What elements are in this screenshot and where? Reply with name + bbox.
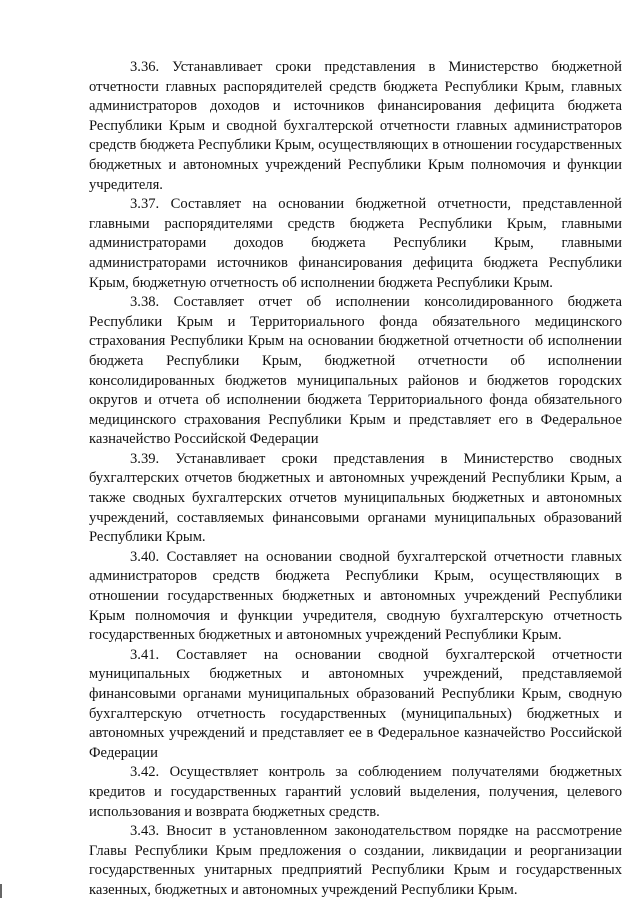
paragraph-3-42: 3.42. Осуществляет контроль за соблюдением получателями бюджетных кредитов и государственных гарантий условий выделения, получения, целевого использования и возврата бюджетных средств.	[89, 764, 622, 820]
scan-edge-mark	[0, 884, 2, 898]
paragraph-3-36: 3.36. Устанавливает сроки представления в Министерство бюджетной отчетности главных распорядителей средств бюджета Республики Крым, главных администраторов доходов и источников финансирования дефицита бюджета Республики Крым и сводной бухгалтерской отчетности главных администраторов средств бюджета Республики Крым, осуществляющих в отношении государственных бюджетных и автономных учреждений Республики Крым полномочия и функции учредителя.	[89, 59, 622, 193]
paragraph-3-41: 3.41. Составляет на основании сводной бухгалтерской отчетности муниципальных бюджетных и автономных учреждений, представляемой финансовыми органами муниципальных образований Республики Крым, сводную бухгалтерскую отчетность государственных (муниципальных) бюджетных и автономных учреждений и представляет ее в Федеральное казначейство Российской Федерации	[89, 646, 622, 761]
paragraph-3-40: 3.40. Составляет на основании сводной бухгалтерской отчетности главных администраторов средств бюджета Республики Крым, осуществляющих в отношении государственных бюджетных и автономных учреждений Республики Крым полномочия и функции учредителя, сводную бухгалтерскую отчетность государственных бюджетных и автономных учреждений Республики Крым.	[89, 548, 622, 644]
paragraph-3-38: 3.38. Составляет отчет об исполнении консолидированного бюджета Республики Крым и Территориального фонда обязательного медицинского страхования Республики Крым на основании бюджетной отчетности об исполнении бюджета Республики Крым, бюджетной отчетности об исполнении консолидированных бюджетов муниципальных районов и бюджетов городских округов и отчета об исполнении бюджета Территориального фонда обязательного медицинского страхования Республики Крым и представляет его в Федеральное казначейство Российской Федерации	[89, 294, 622, 448]
paragraph-3-39: 3.39. Устанавливает сроки представления в Министерство сводных бухгалтерских отчетов бюджетных и автономных учреждений Республики Крым, а также сводных бухгалтерских отчетов муниципальных бюджетных и автономных учреждений, составляемых финансовыми органами муниципальных образований Республики Крым.	[89, 450, 622, 546]
paragraph-3-43: 3.43. Вносит в установленном законодательством порядке на рассмотрение Главы Республики Крым предложения о создании, ликвидации и реорганизации государственных унитарных предприятий Республики Крым и государственных казенных, бюджетных и автономных учреждений Республики Крым.	[89, 823, 622, 898]
document-page	[89, 58, 622, 901]
paragraph-3-37: 3.37. Составляет на основании бюджетной отчетности, представленной главными распорядителями средств бюджета Республики Крым, главными администраторами доходов бюджета Республики Крым, главными администраторами источников финансирования дефицита бюджета Республики Крым, бюджетную отчетность об исполнении бюджета Республики Крым.	[89, 196, 622, 291]
